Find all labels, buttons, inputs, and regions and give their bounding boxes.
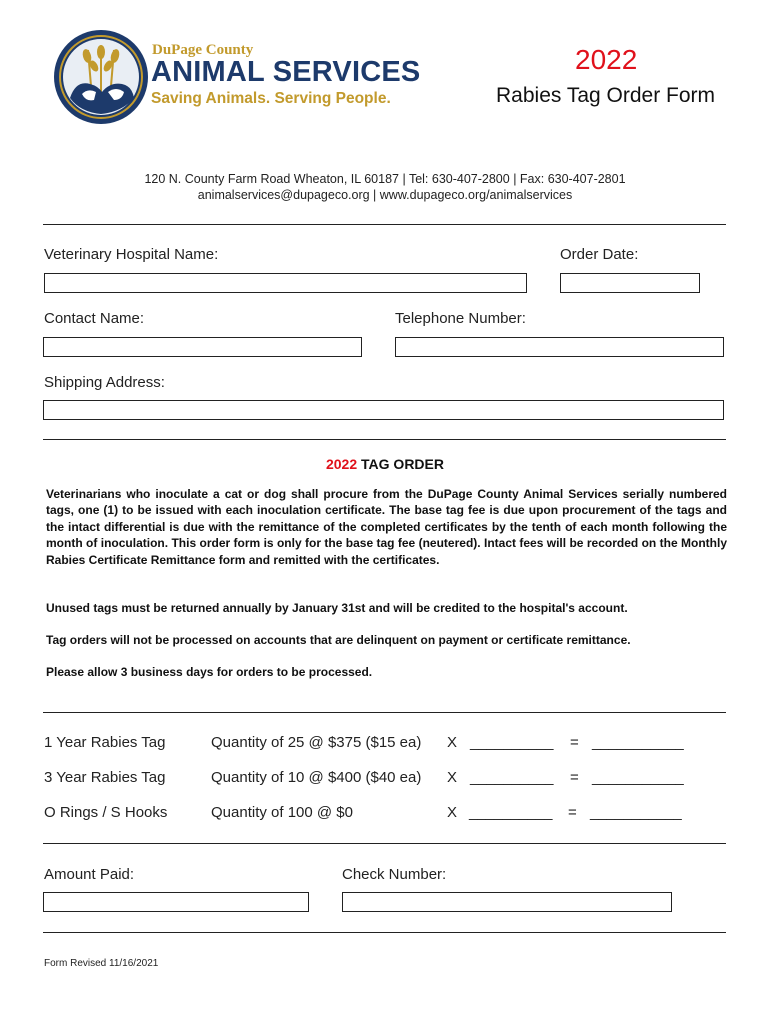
multiply-sign: X bbox=[447, 734, 458, 751]
equals-sign: = bbox=[570, 769, 579, 786]
hospital-name-field[interactable] bbox=[44, 273, 527, 293]
equals-sign: = bbox=[568, 804, 577, 821]
total-blank[interactable]: ___________ bbox=[590, 804, 682, 821]
tag-order-title: TAG ORDER bbox=[361, 456, 444, 472]
amount-paid-field[interactable] bbox=[43, 892, 309, 912]
contact-web-line: animalservices@dupageco.org | www.dupageco.org/animalservices bbox=[197, 188, 573, 202]
order-item-label: O Rings / S Hooks bbox=[44, 804, 168, 821]
order-item-label: 3 Year Rabies Tag bbox=[44, 769, 166, 786]
contact-name-label: Contact Name: bbox=[44, 310, 145, 327]
form-year: 2022 bbox=[575, 44, 638, 75]
order-quantity-text: Quantity of 100 @ $0 bbox=[211, 804, 353, 821]
tag-order-year: 2022 bbox=[325, 456, 358, 472]
hospital-name-label: Veterinary Hospital Name: bbox=[44, 246, 219, 263]
quantity-blank[interactable]: __________ bbox=[469, 804, 553, 821]
quantity-blank[interactable]: __________ bbox=[470, 734, 554, 751]
form-revision-note: Form Revised 11/16/2021 bbox=[44, 958, 159, 969]
order-quantity-text: Quantity of 10 @ $400 ($40 ea) bbox=[211, 769, 422, 786]
order-date-label: Order Date: bbox=[560, 246, 639, 263]
brand-county: DuPage County bbox=[152, 42, 254, 58]
check-number-field[interactable] bbox=[342, 892, 672, 912]
form-title: Rabies Tag Order Form bbox=[496, 84, 716, 107]
quantity-blank[interactable]: __________ bbox=[470, 769, 554, 786]
multiply-sign: X bbox=[447, 769, 458, 786]
delinquent-accounts-note: Tag orders will not be processed on accounts that are delinquent on payment or certificate remittance. bbox=[46, 633, 631, 647]
shipping-address-label: Shipping Address: bbox=[44, 374, 165, 391]
brand-name: ANIMAL SERVICES bbox=[151, 56, 421, 88]
divider bbox=[43, 439, 726, 440]
multiply-sign: X bbox=[447, 804, 458, 821]
telephone-label: Telephone Number: bbox=[395, 310, 526, 327]
divider bbox=[43, 843, 726, 844]
divider bbox=[43, 932, 726, 933]
equals-sign: = bbox=[570, 734, 579, 751]
divider bbox=[43, 712, 726, 713]
divider bbox=[43, 224, 726, 225]
check-number-label: Check Number: bbox=[342, 866, 447, 883]
telephone-field[interactable] bbox=[395, 337, 724, 357]
total-blank[interactable]: ___________ bbox=[592, 769, 684, 786]
address-line: 120 N. County Farm Road Wheaton, IL 60187 | Tel: 630-407-2800 | Fax: 630-407-2801 bbox=[144, 172, 626, 186]
contact-name-field[interactable] bbox=[43, 337, 362, 357]
instructions-paragraph: Veterinarians who inoculate a cat or dog shall procure from the DuPage County Animal Services serially numbered tags, one (1) to be issued with each inoculation certificate. The base tag fee is due upon procurement of the tags and the intact differential is due with the remittance of the completed certificates by the tenth of each month following the month of inoculation. This order form is only for the base tag fee (neutered). Intact fees will be recorded on the Monthly Rabies Certificate Remittance form and remitted with the certificates. bbox=[46, 487, 727, 567]
unused-tags-note: Unused tags must be returned annually by January 31st and will be credited to the hospital's account. bbox=[46, 601, 628, 615]
tag-order-heading bbox=[0, 456, 770, 472]
dupage-animal-services-logo bbox=[52, 28, 150, 126]
order-date-field[interactable] bbox=[560, 273, 700, 293]
amount-paid-label: Amount Paid: bbox=[44, 866, 135, 883]
total-blank[interactable]: ___________ bbox=[592, 734, 684, 751]
processing-time-note: Please allow 3 business days for orders to be processed. bbox=[46, 665, 373, 679]
order-item-label: 1 Year Rabies Tag bbox=[44, 734, 166, 751]
brand-tagline: Saving Animals. Serving People. bbox=[151, 90, 391, 107]
order-quantity-text: Quantity of 25 @ $375 ($15 ea) bbox=[211, 734, 422, 751]
shipping-address-field[interactable] bbox=[43, 400, 724, 420]
